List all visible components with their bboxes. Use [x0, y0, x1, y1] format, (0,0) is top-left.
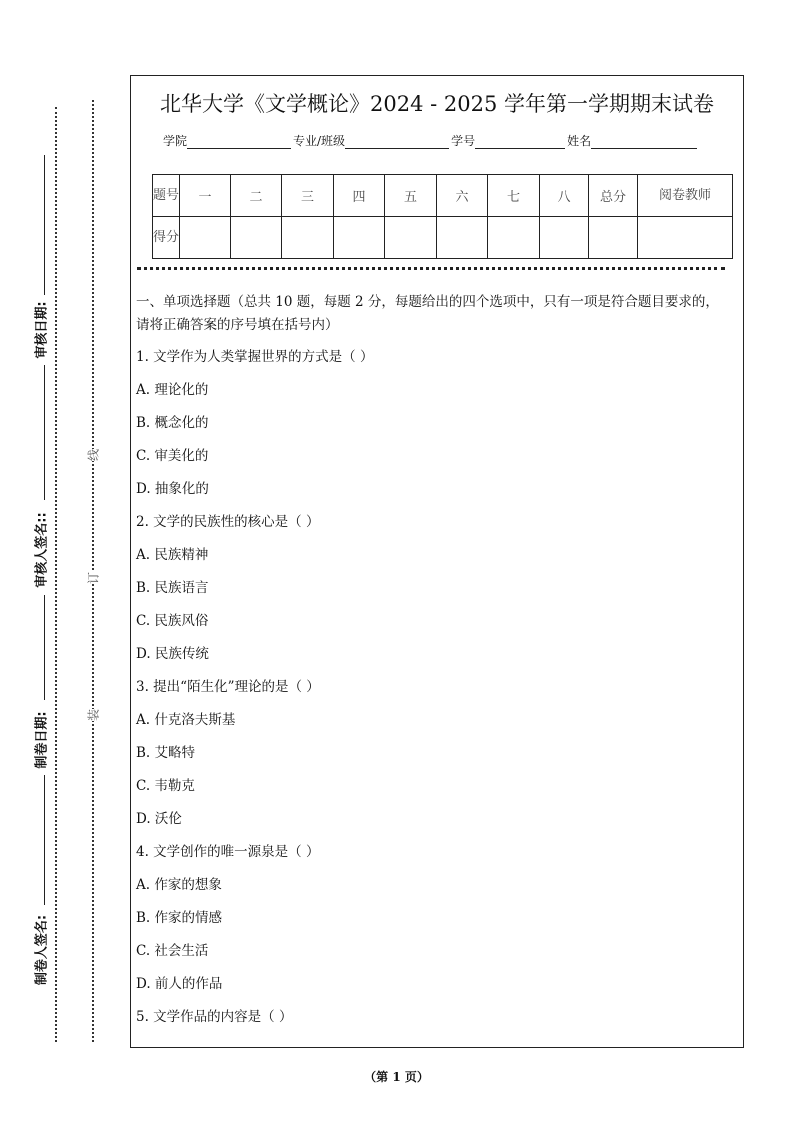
score-cell[interactable] [282, 217, 334, 259]
option-item: B. 艾略特 [136, 745, 196, 761]
score-cell[interactable] [437, 217, 488, 259]
sign-line [44, 595, 45, 700]
row-label: 得分 [153, 217, 180, 259]
header-cell: 阅卷教师 [638, 175, 733, 217]
question-stem: 3. 提出“陌生化”理论的是（ ） [136, 679, 320, 695]
header-cell: 八 [540, 175, 589, 217]
exam-frame [130, 75, 744, 1048]
header-cell: 三 [282, 175, 334, 217]
option-item: C. 韦勒克 [136, 778, 195, 794]
make-date-label: 制卷日期: [34, 711, 50, 769]
score-cell[interactable] [334, 217, 385, 259]
question-stem: 5. 文学作品的内容是（ ） [136, 1009, 293, 1025]
header-cell: 五 [385, 175, 437, 217]
name-field[interactable] [591, 134, 697, 149]
option-item: A. 理论化的 [136, 382, 209, 398]
seal-char: 装 [86, 708, 101, 722]
student-id-label: 学号 [451, 134, 476, 148]
binding-dotted-line [55, 107, 57, 1042]
student-id-field[interactable] [475, 134, 565, 149]
option-item: C. 社会生活 [136, 943, 209, 959]
maker-sign-label: 制卷人签名: [34, 914, 50, 986]
college-label: 学院 [163, 134, 188, 148]
sign-line [44, 365, 45, 500]
score-cell[interactable] [385, 217, 437, 259]
student-info [163, 132, 699, 149]
header-cell: 二 [231, 175, 282, 217]
page-number: （第 1 页） [364, 1070, 429, 1084]
exam-title: 北华大学《文学概论》2024 - 2025 学年第一学期期末试卷 [159, 92, 714, 116]
row-label: 题号 [153, 175, 180, 217]
major-label: 专业/班级 [293, 134, 346, 148]
option-item: B. 作家的情感 [136, 910, 223, 926]
score-cell[interactable] [488, 217, 540, 259]
header-cell: 四 [334, 175, 385, 217]
college-field[interactable] [187, 134, 291, 149]
option-item: D. 沃伦 [136, 811, 182, 827]
question-stem: 4. 文学创作的唯一源泉是（ ） [136, 844, 320, 860]
table-row [153, 217, 733, 259]
score-cell[interactable] [180, 217, 231, 259]
score-cell[interactable] [231, 217, 282, 259]
score-cell[interactable] [540, 217, 589, 259]
section-heading: 一、单项选择题（总共 10 题，每题 2 分，每题给出的四个选项中，只有一项是符合题目要求的，请将正确答案的序号填在括号内） [136, 294, 719, 333]
question-body [136, 291, 729, 1034]
option-item: C. 审美化的 [136, 448, 209, 464]
option-item: A. 民族精神 [136, 547, 209, 563]
reviewer-sign-label: 审核人签名:: [34, 512, 50, 588]
option-item: C. 民族风俗 [136, 613, 209, 629]
header-cell: 总分 [589, 175, 638, 217]
option-item: D. 前人的作品 [136, 976, 223, 992]
table-row [153, 175, 733, 217]
seal-char: 订 [86, 571, 101, 585]
option-item: A. 作家的想象 [136, 877, 222, 893]
option-item: D. 抽象化的 [136, 481, 209, 497]
sign-line [44, 775, 45, 905]
score-table [152, 174, 733, 259]
name-label: 姓名 [567, 134, 592, 148]
question-stem: 2. 文学的民族性的核心是（ ） [136, 514, 320, 530]
score-cell[interactable] [638, 217, 733, 259]
option-item: A. 什克洛夫斯基 [136, 712, 236, 728]
score-cell[interactable] [589, 217, 638, 259]
option-item: B. 概念化的 [136, 415, 209, 431]
major-field[interactable] [345, 134, 449, 149]
question-stem: 1. 文学作为人类掌握世界的方式是（ ） [136, 349, 374, 365]
option-item: D. 民族传统 [136, 646, 209, 662]
seal-char: 线 [86, 448, 101, 462]
header-cell: 六 [437, 175, 488, 217]
header-cell: 七 [488, 175, 540, 217]
header-cell: 一 [180, 175, 231, 217]
option-item: B. 民族语言 [136, 580, 209, 596]
dotted-separator [137, 267, 725, 270]
review-date-label: 审核日期: [34, 301, 50, 359]
sign-line [44, 155, 45, 295]
